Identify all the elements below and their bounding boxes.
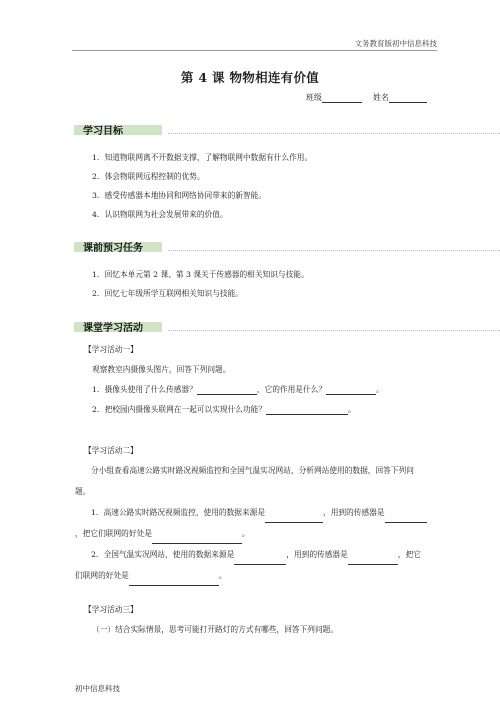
goal-item: 3．感受传感器本地协同和网络协同带来的新智能。: [92, 191, 267, 200]
answer-blank[interactable]: [266, 405, 348, 415]
answer-blank[interactable]: [129, 576, 219, 586]
answer-blank[interactable]: [348, 555, 398, 565]
activity-2-heading: 【学习活动二】: [84, 446, 138, 455]
goal-item: 4．认识物联网为社会发展带来的价值。: [92, 210, 228, 219]
goal-item: 1．知道物联网离不开数据支撑，了解物联网中数据有什么作用。: [92, 153, 313, 162]
activity-2-question-1: 1．高速公路实时路况视频监控，使用的数据来源是 ，用到的传感器是，把它们联网的好处是 。: [75, 502, 427, 544]
header-publisher: 文务教育版初中信息科技: [354, 39, 437, 48]
activity-2-intro: 分小组查看高速公路实时路况视频监控和全国气温实况网站，分析网站使用的数据，回答下列问题。: [75, 466, 414, 496]
name-label: 姓名: [373, 93, 389, 102]
goal-item: 2．体会物联网远程控制的优势。: [92, 172, 205, 181]
activity-1-heading: 【学习活动一】: [84, 345, 138, 354]
answer-blank[interactable]: [152, 534, 242, 544]
activity-1-intro: 观察教室内摄像头图片，回答下列问题。: [92, 365, 231, 374]
answer-blank[interactable]: [265, 513, 323, 523]
class-name-line: [0, 92, 427, 103]
activity-3-heading: 【学习活动三】: [84, 605, 138, 614]
page-title: 第 4 课 物物相连有价值: [180, 70, 320, 85]
preview-item: 1．回忆本单元第 2 课、第 3 课关于传感器的相关知识与技能。: [92, 270, 309, 279]
activity-2-question-2: 2．全国气温实况网站，使用的数据来源是 ，用到的传感器是 ，把它们联网的好处是 。: [75, 544, 427, 586]
class-label: 班级: [305, 93, 322, 102]
section-title-preview: 课前预习任务: [83, 243, 143, 254]
name-blank[interactable]: [389, 93, 427, 103]
answer-blank[interactable]: [234, 555, 286, 565]
answer-blank[interactable]: [197, 385, 257, 395]
answer-blank[interactable]: [326, 385, 376, 395]
activity-3-intro: （一）结合实际情景，思考可能打开路灯的方式有哪些，回答下列问题。: [92, 625, 339, 634]
section-title-goals: 学习目标: [83, 126, 123, 137]
activity-1-question-2: 2．把校园内摄像头联网在一起可以实现什么功能？ 。: [92, 405, 356, 414]
class-blank[interactable]: [322, 93, 362, 103]
answer-blank[interactable]: [385, 513, 427, 523]
page-footer: 初中信息科技: [75, 684, 120, 693]
activity-1-question-1: 1．摄像头使用了什么传感器？ ，它的作用是什么？ 。: [92, 385, 384, 394]
header-rule: [72, 50, 437, 51]
section-title-activities: 课堂学习活动: [83, 323, 143, 334]
preview-item: 2．回忆七年级所学互联网相关知识与技能。: [92, 289, 243, 298]
